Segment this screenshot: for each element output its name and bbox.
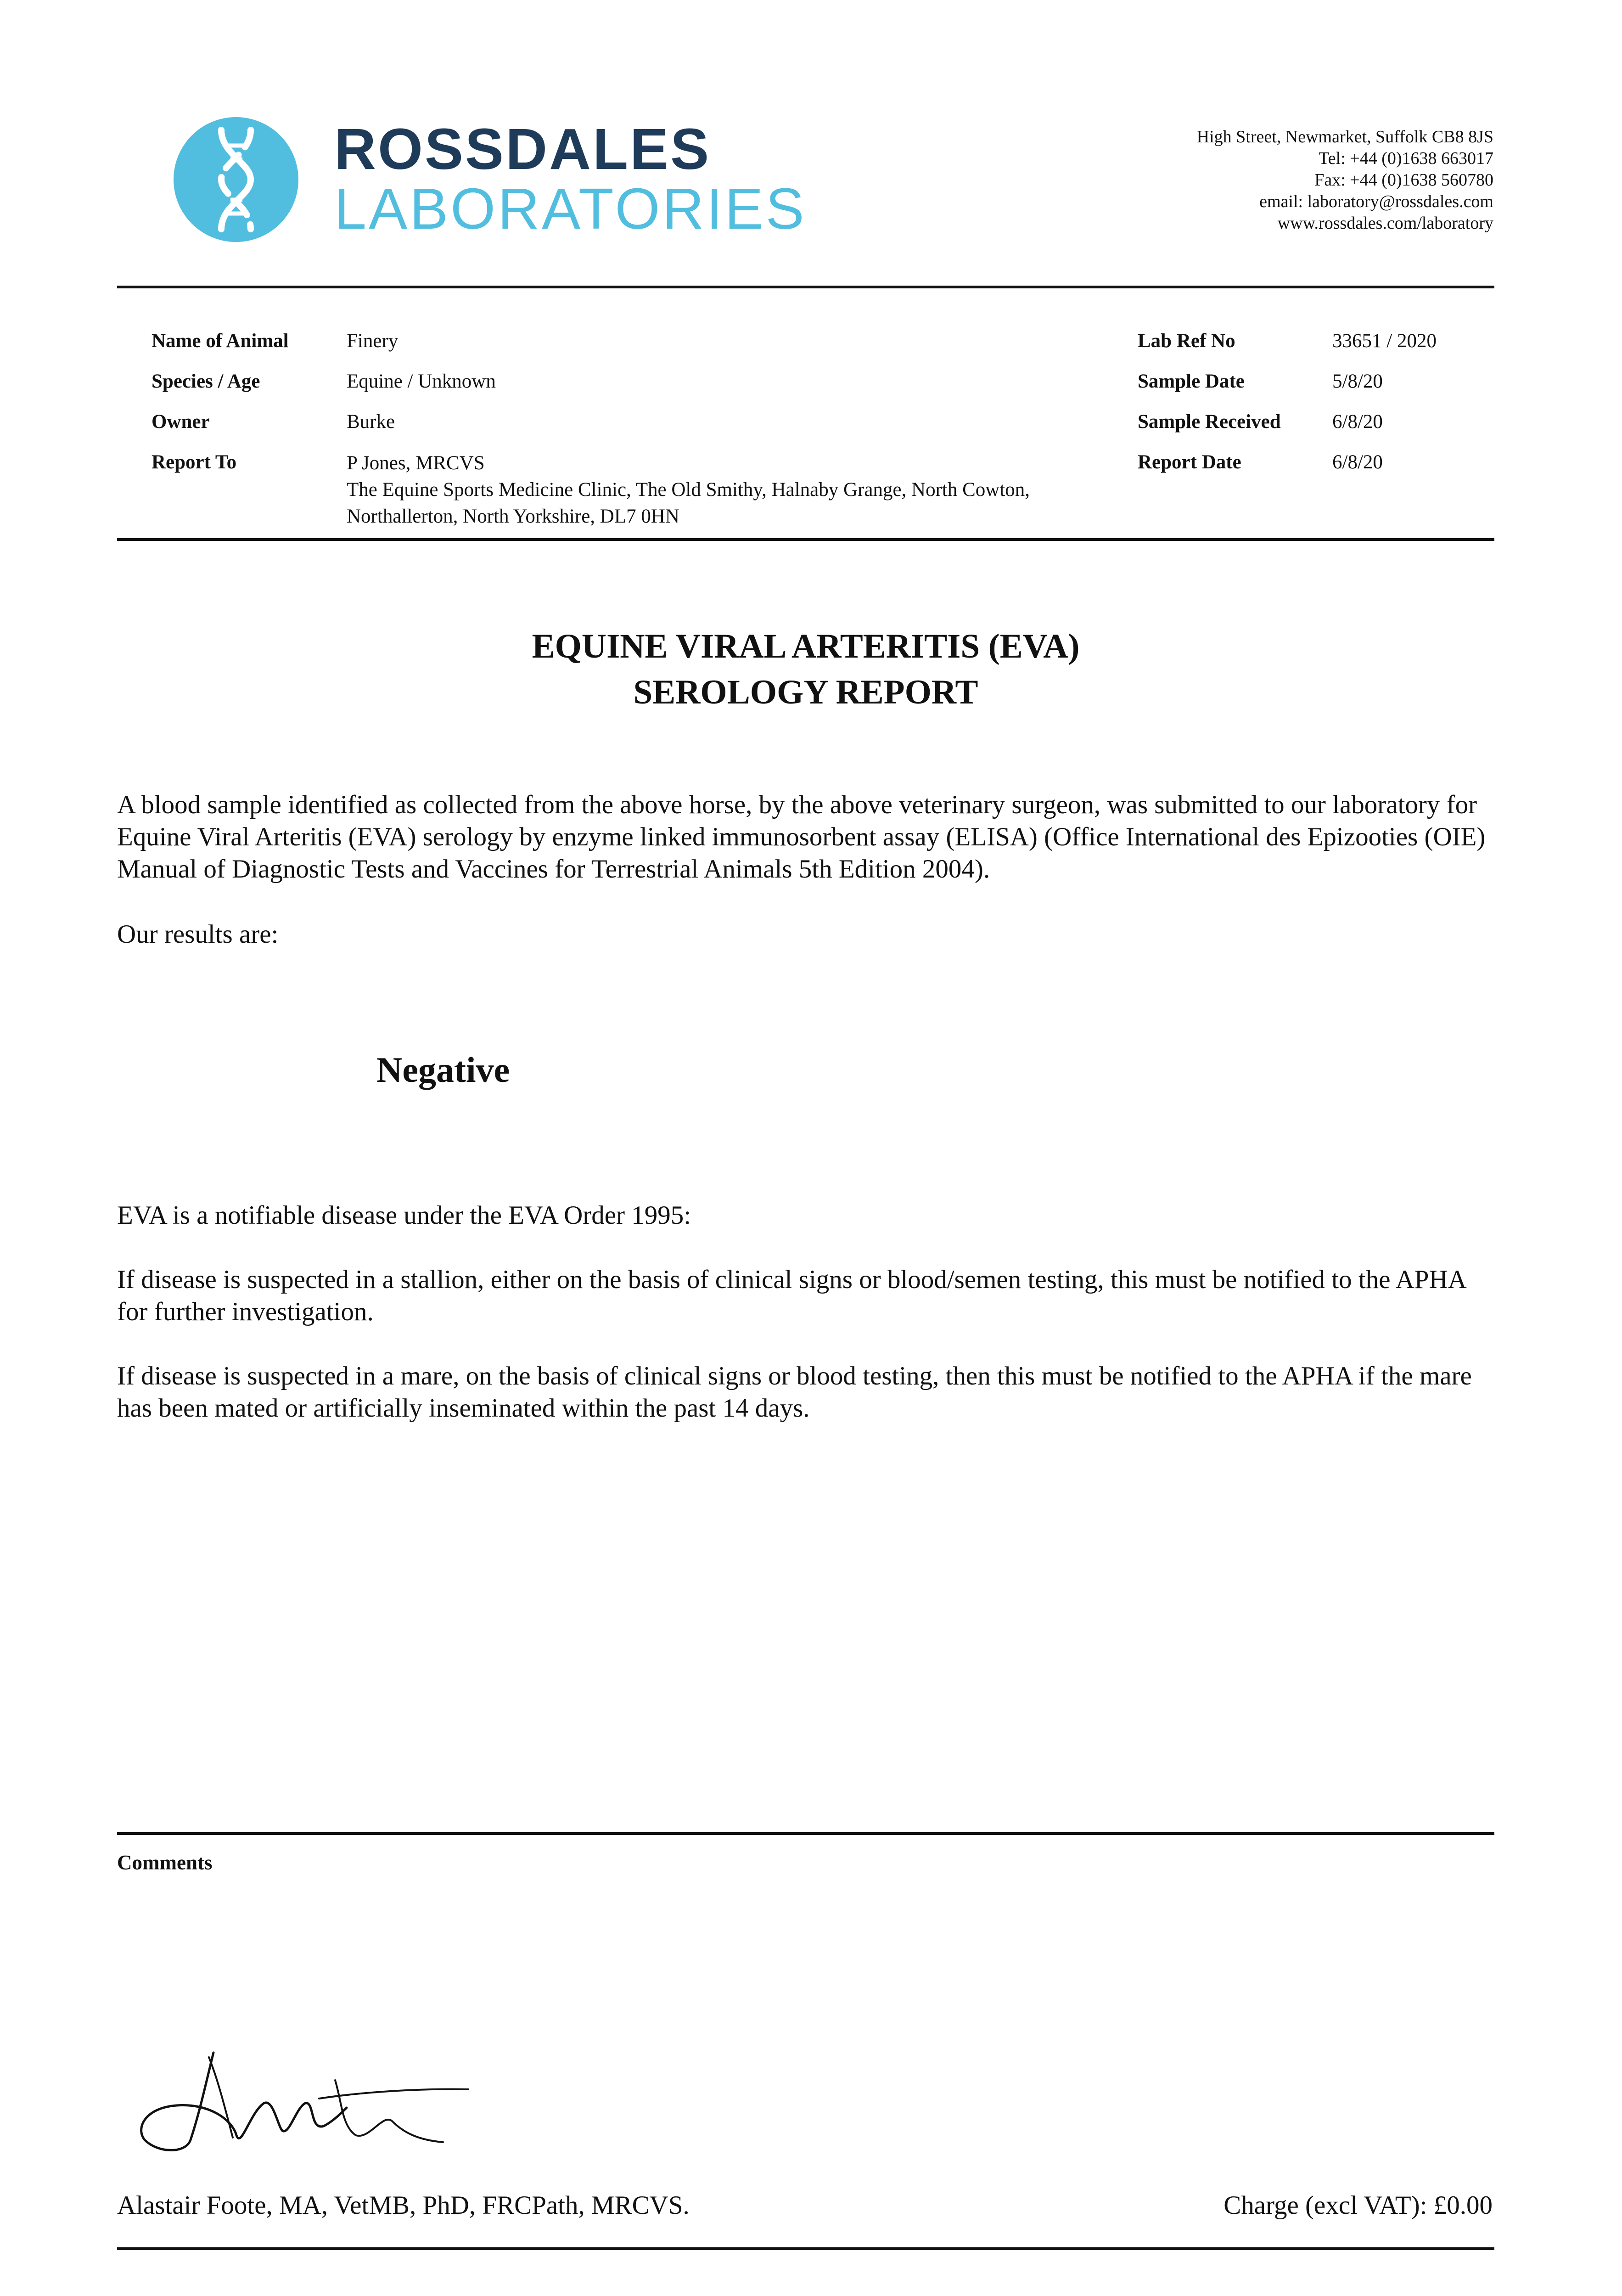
report-date-value: 6/8/20 <box>1332 451 1383 473</box>
report-to-address-line1: The Equine Sports Medicine Clinic, The Old Smithy, Halnaby Grange, North Cowton, <box>347 479 1030 501</box>
owner-label: Owner <box>152 411 210 433</box>
info-divider <box>117 538 1494 541</box>
dna-helix-icon <box>174 117 298 242</box>
lab-address <box>1197 126 1493 234</box>
species-age-label: Species / Age <box>152 371 260 392</box>
address-line-tel: Tel: +44 (0)1638 663017 <box>1319 149 1493 168</box>
notifiable-statement: EVA is a notifiable disease under the EVA Order 1995: <box>117 1201 691 1230</box>
report-to-label: Report To <box>152 451 237 473</box>
test-result: Negative <box>376 1050 510 1090</box>
report-date-label: Report Date <box>1138 451 1241 473</box>
address-line-email: email: laboratory@rossdales.com <box>1259 192 1493 211</box>
sample-date-value: 5/8/20 <box>1332 371 1383 392</box>
address-line-web: www.rossdales.com/laboratory <box>1277 214 1493 233</box>
address-line-fax: Fax: +44 (0)1638 560780 <box>1314 170 1493 190</box>
address-line-street: High Street, Newmarket, Suffolk CB8 8JS <box>1196 127 1493 146</box>
name-of-animal-value: Finery <box>347 330 398 352</box>
lab-ref-value: 33651 / 2020 <box>1332 330 1437 352</box>
results-lead: Our results are: <box>117 920 279 949</box>
species-age-value: Equine / Unknown <box>347 371 496 392</box>
report-title <box>117 624 1494 715</box>
signer-name: Alastair Foote, MA, VetMB, PhD, FRCPath, MRCVS. <box>117 2191 690 2220</box>
comments-label: Comments <box>117 1851 213 1874</box>
report-to-address-line2: Northallerton, North Yorkshire, DL7 0HN <box>347 506 679 527</box>
stallion-guidance: If disease is suspected in a stallion, either on the basis of clinical signs or blood/semen testing, this must be notified to the APHA for further investigation. <box>117 1265 1465 1326</box>
name-of-animal-label: Name of Animal <box>152 330 289 352</box>
report-title-line1: EQUINE VIRAL ARTERITIS (EVA) <box>532 627 1080 665</box>
sample-received-value: 6/8/20 <box>1332 411 1383 433</box>
mare-guidance: If disease is suspected in a mare, on the basis of clinical signs or blood testing, then this must be notified to the APHA if the mare has been mated or artificially inseminated within the past 14 days. <box>117 1362 1472 1423</box>
report-to-vet: P Jones, MRCVS <box>347 452 485 474</box>
lab-ref-label: Lab Ref No <box>1138 330 1235 352</box>
signature-image <box>126 2043 475 2163</box>
report-to-value <box>347 450 1030 530</box>
comments-divider <box>117 1832 1494 1835</box>
brand-name-line2: LABORATORIES <box>334 176 807 241</box>
sample-date-label: Sample Date <box>1138 371 1245 392</box>
intro-paragraph: A blood sample identified as collected from the above horse, by the above veterinary surgeon, was submitted to our laboratory for Equine Viral Arteritis (EVA) serology by enzyme linked immunosorbent assay (ELISA) (Office International des Epizooties (OIE) Manual of Diagnostic Tests and Vaccines for Terrestrial Animals 5th Edition 2004). <box>117 790 1486 884</box>
header-divider <box>117 286 1494 288</box>
sample-received-label: Sample Received <box>1138 411 1281 433</box>
charge-amount: Charge (excl VAT): £0.00 <box>1224 2191 1493 2220</box>
report-title-line2: SEROLOGY REPORT <box>633 673 978 711</box>
brand-name-line1: ROSSDALES <box>334 117 711 181</box>
owner-value: Burke <box>347 411 395 433</box>
footer-divider <box>117 2247 1494 2250</box>
